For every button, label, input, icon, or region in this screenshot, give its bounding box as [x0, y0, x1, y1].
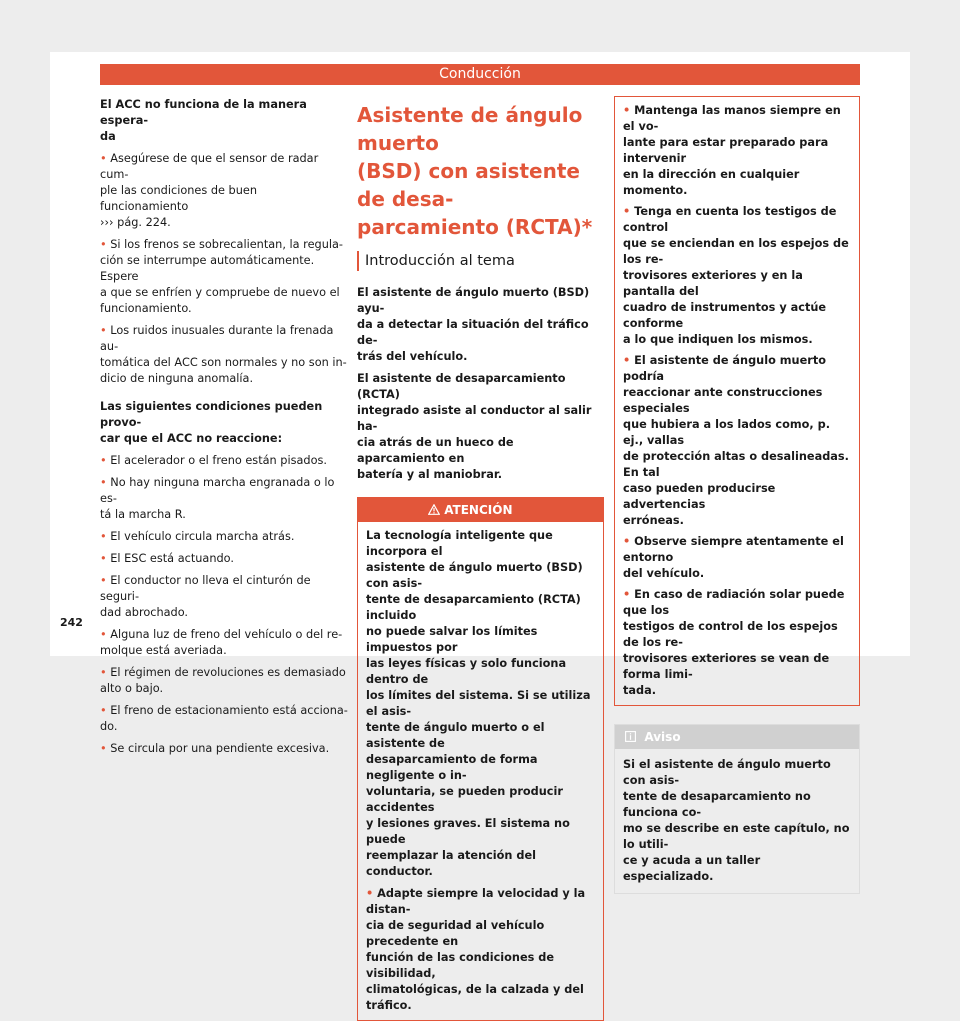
list-item: • Mantenga las manos siempre en el vo- lante para estar preparado para intervenir en la dirección en cualquier momento.: [623, 104, 841, 197]
bullet-dot-icon: •: [623, 588, 631, 601]
list-item: • Adapte siempre la velocidad y la distan- cia de seguridad al vehículo precedente en función de las condiciones de visibilidad, climatológicas, de la calzada y del tráfico.: [366, 887, 586, 1012]
bullet-dot-icon: •: [100, 552, 107, 565]
info-icon: [625, 730, 640, 744]
list-item: • Los ruidos inusuales durante la frenada au- tomática del ACC son normales y no son in- dicio de ninguna anomalía.: [100, 324, 347, 385]
list-item: • Asegúrese de que el sensor de radar cum- ple las condiciones de buen funcionamiento ››› pág. 224.: [100, 152, 319, 229]
bullet-dot-icon: •: [623, 354, 631, 367]
warning-body: [358, 522, 603, 1020]
bullet-dot-icon: •: [100, 742, 107, 755]
bullet-dot-icon: •: [366, 887, 374, 900]
warning-header: [358, 498, 603, 522]
aviso-header: [615, 725, 859, 749]
bullet-dot-icon: •: [100, 238, 107, 251]
bullet-dot-icon: •: [623, 535, 631, 548]
bullet-dot-icon: •: [100, 476, 107, 489]
list-item: • Se circula por una pendiente excesiva.: [100, 742, 330, 755]
section-title: Asistente de ángulo muerto (BSD) con asistente de desa- parcamiento (RCTA)*: [357, 103, 593, 239]
warning-box: [357, 497, 604, 1021]
column-right: [614, 96, 860, 894]
aviso-title: Aviso: [644, 730, 681, 744]
subsection-title: Introducción al tema: [357, 251, 604, 271]
list-item: • No hay ninguna marcha engranada o lo es- tá la marcha R.: [100, 476, 335, 521]
heading-acc: El ACC no funciona de la manera espera- da: [100, 98, 307, 143]
list-item: • El conductor no lleva el cinturón de seguri- dad abrochado.: [100, 574, 311, 619]
bullet-dot-icon: •: [100, 530, 107, 543]
list-item: • El freno de estacionamiento está acciona- do.: [100, 704, 348, 733]
warning-continued-box: [614, 96, 860, 706]
column-middle: [357, 101, 604, 1021]
aviso-box: [614, 724, 860, 894]
list-item: • El ESC está actuando.: [100, 552, 234, 565]
heading-conditions: Las siguientes condiciones pueden provo- car que el ACC no reaccione:: [100, 400, 323, 445]
bullet-dot-icon: •: [100, 628, 107, 641]
intro-paragraph: El asistente de desaparcamiento (RCTA) integrado asiste al conductor al salir ha- cia atrás de un hueco de aparcamiento en batería y al maniobrar.: [357, 372, 592, 481]
bullet-dot-icon: •: [623, 104, 631, 117]
warning-triangle-icon: [428, 503, 444, 517]
bullet-dot-icon: •: [100, 704, 107, 717]
section-header: Conducción: [100, 64, 860, 85]
list-item: • Alguna luz de freno del vehículo o del re- molque está averiada.: [100, 628, 343, 657]
bullet-dot-icon: •: [100, 152, 107, 165]
column-left: [100, 97, 348, 763]
list-item: • En caso de radiación solar puede que los testigos de control de los espejos de los re- trovisores exteriores se vean de forma limi- tada.: [623, 588, 845, 697]
list-item: • Tenga en cuenta los testigos de control que se enciendan en los espejos de los re- trovisores exteriores y en la pantalla del cuadro de instrumentos y actúe conforme a lo que indiquen los mismos.: [623, 205, 849, 346]
bullet-dot-icon: •: [623, 205, 631, 218]
list-item: • Observe siempre atentamente el entorno del vehículo.: [623, 535, 844, 580]
aviso-body: Si el asistente de ángulo muerto con asis- tente de desaparcamiento no funciona co- mo se describe en este capítulo, no lo utili- ce y acuda a un taller especializado.: [623, 758, 850, 883]
page-number: 242: [60, 616, 83, 629]
bullet-dot-icon: •: [100, 454, 107, 467]
list-item: • El asistente de ángulo muerto podría reaccionar ante construcciones especiales que hubiera a los lados como, p. ej., vallas de protección altas o desalineadas. En tal caso pueden producirse advertencias erróneas.: [623, 354, 849, 527]
list-item: • El acelerador o el freno están pisados.: [100, 454, 327, 467]
list-item: • El régimen de revoluciones es demasiado alto o bajo.: [100, 666, 346, 695]
warning-title: ATENCIÓN: [444, 503, 513, 517]
bullet-dot-icon: •: [100, 666, 107, 679]
list-item: • Si los frenos se sobrecalientan, la regula- ción se interrumpe automáticamente. Espere a que se enfríen y compruebe de nuevo el funcionamiento.: [100, 238, 343, 315]
bullet-dot-icon: •: [100, 574, 107, 587]
bullet-dot-icon: •: [100, 324, 107, 337]
warning-paragraph: La tecnología inteligente que incorpora el asistente de ángulo muerto (BSD) con asis- tente de desaparcamiento (RCTA) incluido no puede salvar los límites impuestos por las leyes físicas y solo funciona dentro de los límites del sistema. Si se utiliza el asis- tente de ángulo muerto o el asistente de desaparcamiento de forma negligente o in- voluntaria, se pueden producir accidentes y lesiones graves. El sistema no puede reemplazar la atención del conductor.: [366, 529, 591, 878]
intro-paragraph: El asistente de ángulo muerto (BSD) ayu- da a detectar la situación del tráfico de- trás del vehículo.: [357, 286, 590, 363]
list-item: • El vehículo circula marcha atrás.: [100, 530, 295, 543]
